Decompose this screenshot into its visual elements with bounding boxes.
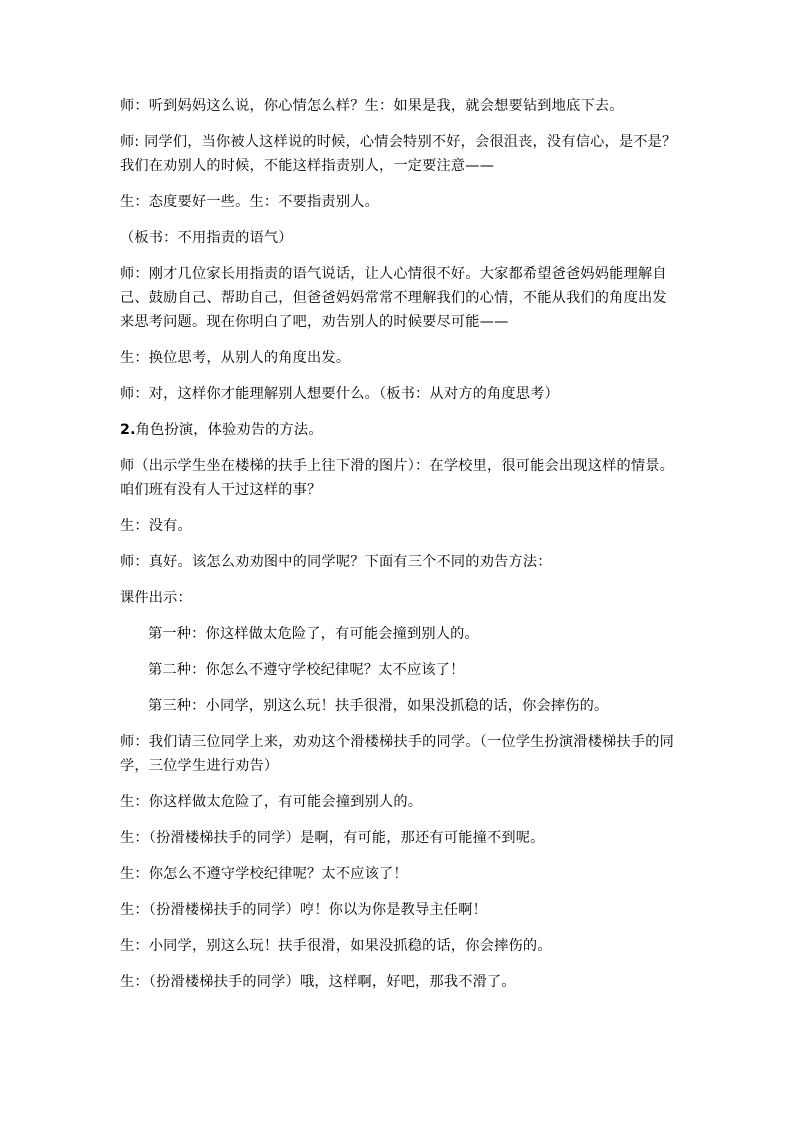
paragraph-teacher-parents: 师：刚才几位家长用指责的语气说话，让人心情很不好。大家都希望爸爸妈妈能理解自己、鼓励自己、帮助自己，但爸爸妈妈常常不理解我们的心情，不能从我们的角度出发来思考问题。现在你明白了吧，劝告别人的时候要尽可能—— (120, 266, 667, 330)
paragraph-teacher-attention: 师: 同学们，当你被人这样说的时候，心情会特别不好，会很沮丧，没有信心，是不是？我们在劝别人的时候，不能这样指责别人，一定要注意—— (120, 134, 677, 174)
paragraph-courseware: 课件出示： (120, 590, 192, 606)
section-heading-role-play (120, 418, 680, 442)
method-third: 第三种：小同学，别这么玩！扶手很滑，如果没抓稳的话，你会摔伤的。 (148, 698, 609, 714)
paragraph-student-none: 生：没有。 (120, 518, 192, 534)
dialogue-line-6: 生：（扮滑楼梯扶手的同学）哦，这样啊，好吧，那我不滑了。 (120, 974, 516, 990)
dialogue-line-3: 生：你怎么不遵守学校纪律呢？太不应该了！ (120, 866, 408, 882)
dialogue-line-5: 生：小同学，别这么玩！扶手很滑，如果没抓稳的话，你会摔伤的。 (120, 938, 552, 954)
method-second: 第二种：你怎么不遵守学校纪律呢？太不应该了！ (148, 662, 465, 678)
paragraph-teacher-invite: 师：我们请三位同学上来，劝劝这个滑楼梯扶手的同学。（一位学生扮演滑楼梯扶手的同学，三位学生进行劝告） (120, 734, 675, 774)
dialogue-line-2: 生：（扮滑楼梯扶手的同学）是啊，有可能，那还有可能撞不到呢。 (120, 830, 545, 846)
section-number: 2. (120, 422, 136, 438)
paragraph-student-perspective: 生：换位思考，从别人的角度出发。 (120, 350, 351, 366)
paragraph-teacher-picture: 师（出示学生坐在楼梯的扶手上往下滑的图片）：在学校里，很可能会出现这样的情景。咱们班有没有人干过这样的事？ (120, 458, 675, 498)
section-title: 角色扮演，体验劝告的方法。 (135, 422, 323, 438)
paragraph-board-note-1: （板书：不用指责的语气） (120, 230, 293, 246)
paragraph-teacher-methods: 师：真好。该怎么劝劝图中的同学呢？下面有三个不同的劝告方法： (120, 554, 552, 570)
document-body (120, 94, 680, 1006)
paragraph-mother-reaction: 师：听到妈妈这么说，你心情怎么样？生：如果是我，就会想要钻到地底下去。 (120, 98, 624, 114)
dialogue-line-4: 生：（扮滑楼梯扶手的同学）哼！你以为你是教导主任啊！ (120, 902, 487, 918)
dialogue-line-1: 生：你这样做太危险了，有可能会撞到别人的。 (120, 794, 423, 810)
method-first: 第一种：你这样做太危险了，有可能会撞到别人的。 (148, 626, 479, 642)
paragraph-board-note-2: 师：对，这样你才能理解别人想要什么。（板书：从对方的角度思考） (120, 386, 559, 402)
paragraph-student-attitude: 生：态度要好一些。生：不要指责别人。 (120, 194, 379, 210)
